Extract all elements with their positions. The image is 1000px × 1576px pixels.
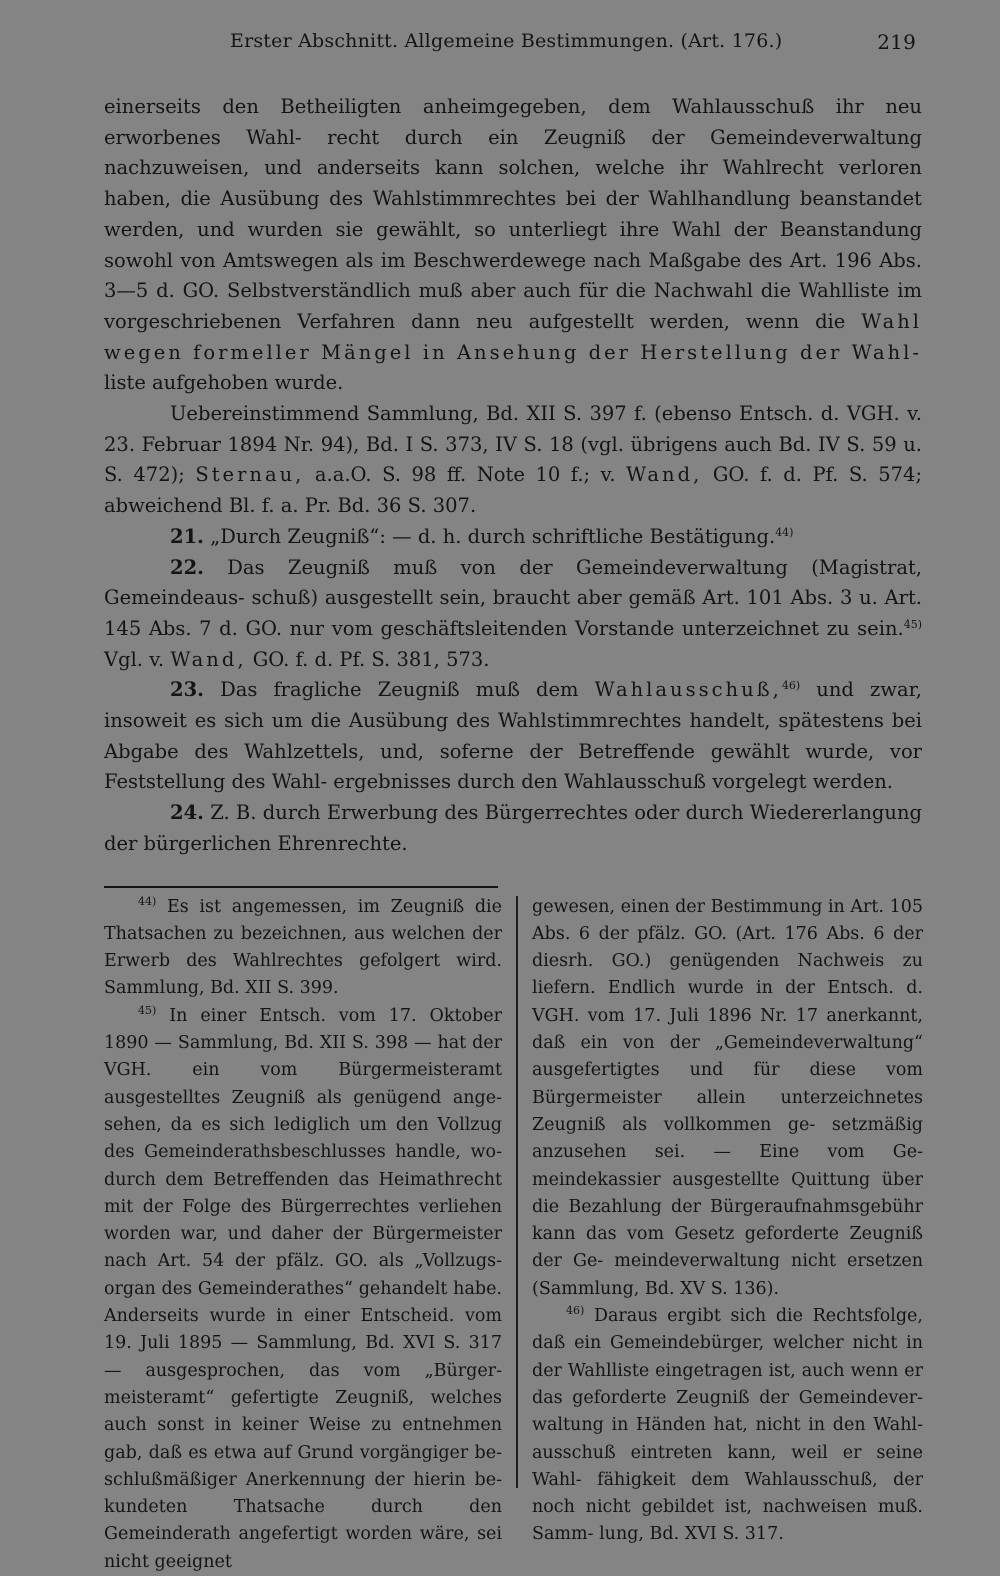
note-24: 24. Z. B. durch Erwerbung des Bürgerrechtes oder durch Wiedererlangung der bürgerlichen Ehrenrechte. (104, 801, 922, 855)
author-wand: Wand, (170, 647, 247, 671)
footnote-ref-45: 45) (903, 617, 922, 631)
main-text (104, 92, 922, 860)
footnote-45: $^{45)}$ In einer Entsch. vom 17. Oktober 1890 — Sammlung, Bd. XII S. 398 — hat der VGH. ein vom Bürgermeisteramt ausgestelltes Zeugniß als genügend ange- sehen, da es sich lediglich um den Vollzug des Gemeinderathsbeschlusses handle, wo- durch dem Betreffenden das Heimathrecht mit der Folge des Bürgerrechtes verliehen worden war, und daher der Bürgermeister nach Art. 54 der pfälz. GO. als „Vollzugs- organ des Gemeinderathes“ gehandelt habe. Anderseits wurde in einer Entscheid. vom 19. Juli 1895 — Sammlung, Bd. XVI S. 317 — ausgesprochen, das vom „Bürger- meisteramt“ gefertigte Zeugniß, welches auch sonst in keiner Weise zu entnehmen gab, daß es etwa auf Grund vorgängiger be- schlußmäßiger Anerkennung der hierin be- kundeten Thatsache durch den Gemeinderath angefertigt worden wäre, sei nicht geeignet (104, 1003, 502, 1572)
page-header (104, 30, 922, 62)
footnote-ref-44: 44) (775, 525, 794, 539)
note-number: 23. (170, 678, 204, 702)
column-divider (516, 896, 518, 1488)
paragraph-nachwahl: einerseits den Betheiligten anheimgegeben, dem Wahlausschuß ihr neu erworbenes Wahl- recht durch ein Zeugniß der Gemeindeverwaltung nachzuweisen, und anderseits kann solchen, welche ihr Wahlrecht verloren haben, die Ausübung des Wahlstimmrechtes bei der Wahlhandlung beanstandet werden, und wurden sie gewählt, so unterliegt ihre Wahl der Beanstandung sowohl von Amtswegen als im Beschwerdewege nach Maßgabe des Art. 196 Abs. 3—5 d. GO. Selbstverständlich muß aber auch für die Nachwahl die Wahlliste im vorgeschriebenen Verfahren dann neu aufgestellt werden, wenn die Wahl wegen formeller Mängel in Ansehung der Herstellung der Wahl- liste aufgehoben wurde. (104, 95, 922, 395)
footnotes (104, 894, 923, 1572)
footnote-44: $^{44)}$ Es ist angemessen, im Zeugniß die Thatsachen zu bezeichnen, aus welchen der Erwerb des Wahlrechtes gefolgert wird. Sammlung, Bd. XII S. 399. (104, 894, 502, 999)
book-page (104, 30, 923, 1572)
running-title: Erster Abschnitt. Allgemeine Bestimmungen. (Art. 176.) (230, 30, 783, 52)
footnote-rule (104, 886, 498, 888)
footnote-ref-46: 46) (781, 679, 801, 693)
note-number: 24. (170, 801, 204, 825)
note-23: 23. Das fragliche Zeugniß muß dem Wahlausschuß,$^{46)}$ und zwar, insoweit es sich um die Ausübung des Wahlstimmrechtes handelt, spätestens bei Abgabe des Wahlzettels, und, soferne der Betreffende gewählt wurde, vor Feststellung des Wahl- ergebnisses durch den Wahlausschuß vorgelegt werden. (104, 678, 922, 794)
author-sternau: Sternau, (195, 463, 305, 487)
spaced-emphasis: Wahlausschuß, (594, 678, 782, 702)
page-number: 219 (877, 30, 916, 54)
footnote-column-left (104, 894, 502, 1576)
footnote-46: $^{46)}$ Daraus ergibt sich die Rechtsfolge, daß ein Gemeindebürger, welcher nicht in der Wahlliste eingetragen ist, auch wenn er das geforderte Zeugniß der Gemeindever- waltung in Händen hat, nicht in den Wahl- ausschuß eintreten kann, weil er seine Wahl- fähigkeit dem Wahlausschuß, der noch nicht gebildet ist, nachweisen muß. Samm- lung, Bd. XVI S. 317. (532, 1304, 923, 1545)
note-21: 21. „Durch Zeugniß“: — d. h. durch schriftliche Bestätigung.$^{44)}$ (170, 524, 794, 548)
spaced-emphasis: Wahl wegen formeller Mängel in Ansehung der Herstellung der Wahl- (104, 309, 922, 364)
note-number: 21. (170, 524, 204, 548)
note-number: 22. (170, 555, 204, 579)
footnote-mark: 45) (138, 1003, 157, 1017)
author-wand: Wand, (626, 463, 703, 487)
paragraph-uebereinstimmend: Uebereinstimmend Sammlung, Bd. XII S. 397 f. (ebenso Entsch. d. VGH. v. 23. Februar 1894 Nr. 94), Bd. I S. 373, IV S. 18 (vgl. übrigens auch Bd. IV S. 59 u. S. 472); Sternau, a.a.O. S. 98 ff. Note 10 f.; v. Wand, GO. f. d. Pf. S. 574; abweichend Bl. f. a. Pr. Bd. 36 S. 307. (104, 402, 923, 518)
footnote-column-right (532, 894, 923, 1549)
footnote-mark: 46) (566, 1304, 585, 1318)
footnote-45-continued: gewesen, einen der Bestimmung in Art. 105 Abs. 6 der pfälz. GO. (Art. 176 Abs. 6 der diesrh. GO.) genügenden Nachweis zu liefern. Endlich wurde in der Entsch. d. VGH. vom 17. Juli 1896 Nr. 17 anerkannt, daß ein von der „Gemeindeverwaltung“ ausgefertigtes und für diese vom Bürgermeister allein unterzeichnetes Zeugniß als vollkommen ge- setzmäßig anzusehen sei. — Eine vom Ge- meindekassier ausgestellte Quittung über die Bezahlung der Bürgeraufnahmsgebühr kann das vom Gesetz geforderte Zeugniß der Ge- meindeverwaltung nicht ersetzen (Sammlung, Bd. XV S. 136). (532, 896, 923, 1299)
footnote-mark: 44) (138, 894, 157, 908)
note-22: 22. Das Zeugniß muß von der Gemeindeverwaltung (Magistrat, Gemeindeaus- schuß) ausgestellt sein, braucht aber gemäß Art. 101 Abs. 3 u. Art. 145 Abs. 7 d. GO. nur vom geschäftsleitenden Vorstande unterzeichnet zu sein.$^{45)}$ Vgl. v. Wand, GO. f. d. Pf. S. 381, 573. (104, 555, 922, 671)
